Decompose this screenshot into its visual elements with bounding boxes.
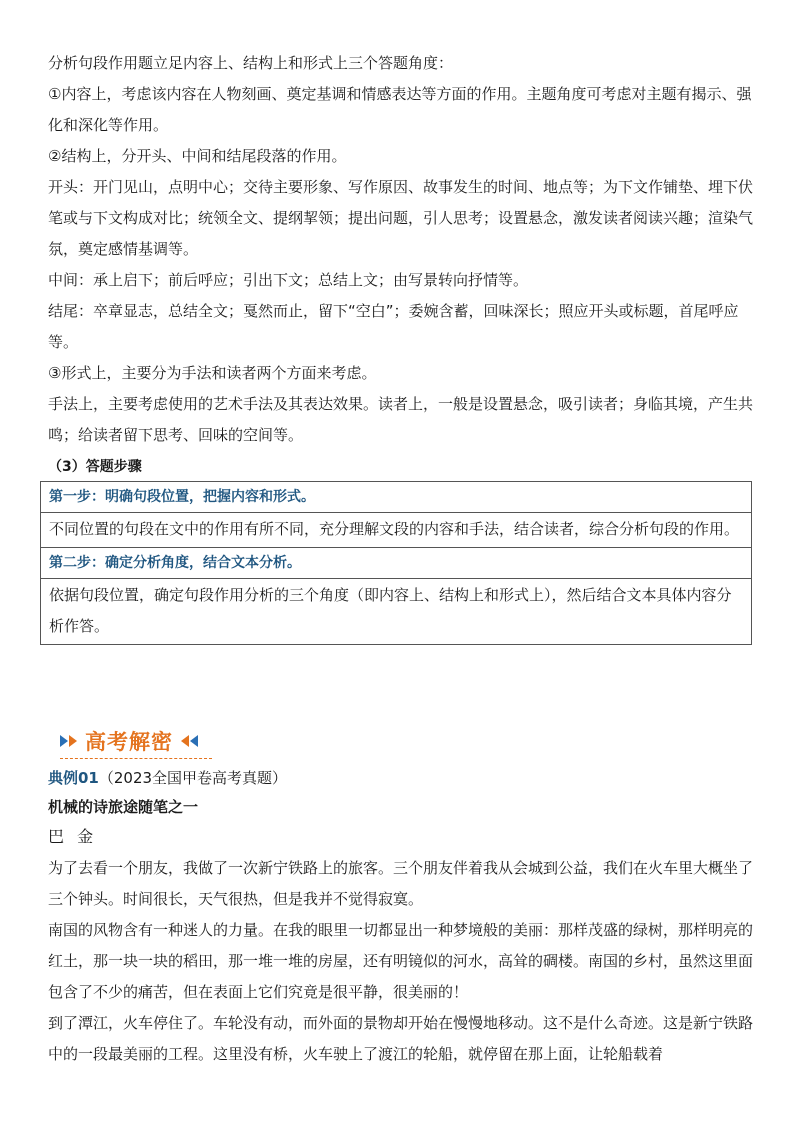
structure-angle-paragraph: ②结构上，分开头、中间和结尾段落的作用。: [48, 147, 347, 165]
section-divider: [60, 758, 212, 759]
section-banner: [60, 724, 198, 758]
middle-role-paragraph: 中间：承上启下；前后呼应；引出下文；总结上文；由写景转向抒情等。: [48, 271, 529, 289]
example-label: 典例01: [48, 769, 99, 787]
method-section: [48, 48, 758, 645]
section-title: 高考解密: [85, 730, 173, 754]
example-source: （2023全国甲卷高考真题）: [98, 769, 288, 787]
example-label-line: [48, 765, 758, 791]
article-paragraph-2: 南国的风物含有一种迷人的力量。在我的眼里一切都显出一种梦境般的美丽：那样茂盛的绿树，那样明亮的红土，那一块一块的稻田，那一堆一堆的房屋，还有明镜似的河水，高耸的碉楼。南国的乡村，虽然这里面包含了不少的痛苦，但在表面上它们究竟是很平静，很美丽的！: [48, 921, 754, 1001]
intro-paragraph: 分析句段作用题立足内容上、结构上和形式上三个答题角度：: [48, 54, 454, 72]
technique-reader-paragraph: 手法上，主要考虑使用的艺术手法及其表达效果。读者上，一般是设置悬念，吸引读者；身临其境，产生共鸣；给读者留下思考、回味的空间等。: [48, 395, 754, 444]
double-arrow-right-icon: [60, 735, 77, 747]
steps-heading: （3）答题步骤: [48, 459, 142, 475]
opening-role-paragraph: 开头：开门见山，点明中心；交待主要形象、写作原因、故事发生的时间、地点等；为下文作铺垫、埋下伏笔或与下文构成对比；统领全文、提纲挈领；提出问题，引人思考；设置悬念，激发读者阅读兴趣；渲染气氛，奠定感情基调等。: [48, 178, 754, 258]
steps-table: [40, 481, 752, 645]
article-author: 巴 金: [48, 827, 98, 846]
step-2-body: 依据句段位置，确定句段作用分析的三个角度（即内容上、结构上和形式上），然后结合文本具体内容分析作答。: [49, 586, 732, 635]
step-1-body: 不同位置的句段在文中的作用有所不同，充分理解文段的内容和手法，结合读者，综合分析句段的作用。: [41, 513, 751, 548]
ending-role-paragraph: 结尾：卒章显志，总结全文；戛然而止，留下“空白”；委婉含蓄，回味深长；照应开头或标题，首尾呼应等。: [48, 302, 739, 351]
content-angle-paragraph: ①内容上，考虑该内容在人物刻画、奠定基调和情感表达等方面的作用。主题角度可考虑对主题有揭示、强化和深化等作用。: [48, 85, 752, 134]
article-paragraph-3: 到了潭江，火车停住了。车轮没有动，而外面的景物却开始在慢慢地移动。这不是什么奇迹。这是新宁铁路中的一段最美丽的工程。这里没有桥，火车驶上了渡江的轮船，就停留在那上面，让轮船载着: [48, 1014, 754, 1063]
article-paragraph-1: 为了去看一个朋友，我做了一次新宁铁路上的旅客。三个朋友伴着我从会城到公益，我们在火车里大概坐了三个钟头。时间很长，天气很热，但是我并不觉得寂寞。: [48, 859, 754, 908]
example-section: [48, 765, 758, 1070]
step-2-heading: 第二步：确定分析角度，结合文本分析。: [41, 548, 751, 579]
article-title: 机械的诗旅途随笔之一: [48, 798, 199, 816]
double-arrow-left-icon: [181, 735, 198, 747]
form-angle-paragraph: ③形式上，主要分为手法和读者两个方面来考虑。: [48, 364, 377, 382]
step-1-heading: 第一步：明确句段位置，把握内容和形式。: [41, 482, 751, 513]
